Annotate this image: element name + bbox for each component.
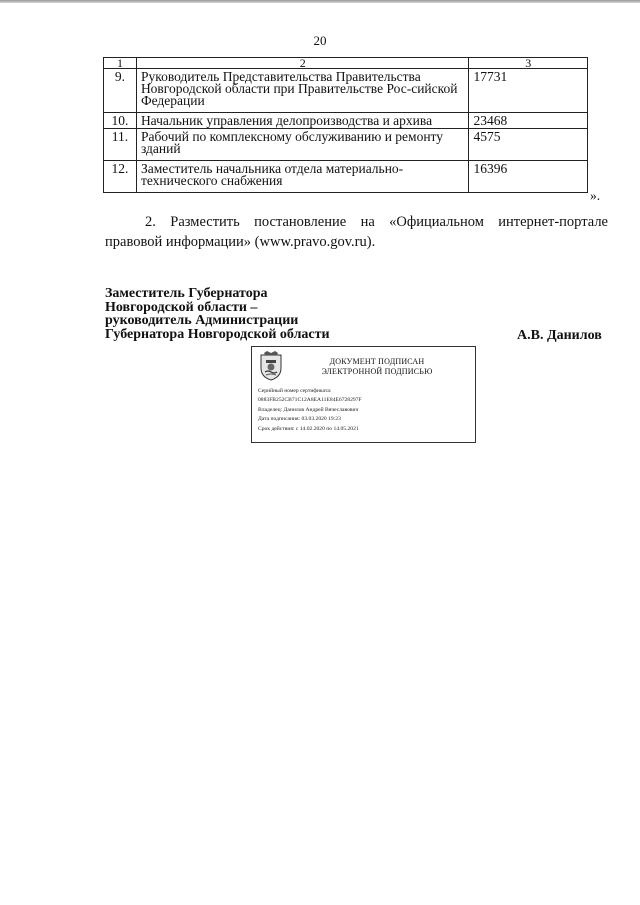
publication-paragraph: 2. Разместить постановление на «Официальном интернет-портале правовой информации» (www.pravo.gov.ru). bbox=[105, 214, 608, 250]
cert-label: Серийный номер сертификата: bbox=[258, 388, 332, 394]
esign-title-line: ЭЛЕКТРОННОЙ ПОДПИСЬЮ bbox=[321, 367, 433, 376]
table-header-row bbox=[104, 58, 588, 69]
row-number: 9. bbox=[104, 69, 137, 113]
position-value: 17731 bbox=[469, 69, 588, 113]
table-row bbox=[104, 161, 588, 193]
table-header-cell: 3 bbox=[469, 58, 588, 69]
sign-date: Дата подписания: 03.03.2020 19:23 bbox=[258, 416, 341, 423]
table-header-cell: 2 bbox=[136, 58, 469, 69]
position-value: 16396 bbox=[469, 161, 588, 193]
positions-table bbox=[103, 57, 588, 193]
cert-owner: Владелец: Данилов Андрей Вячеславович bbox=[258, 406, 359, 413]
coat-of-arms-icon bbox=[258, 351, 284, 381]
scan-edge bbox=[0, 0, 640, 3]
electronic-signature-stamp bbox=[251, 346, 476, 443]
signer-name: А.В. Данилов bbox=[517, 328, 602, 343]
position-name: Руководитель Представительства Правительства Новгородской области при Правительстве Рос-сийской Федерации bbox=[136, 69, 469, 113]
position-name: Рабочий по комплексному обслуживанию и ремонту зданий bbox=[136, 129, 469, 161]
signer-position-line: Губернатора Новгородской области bbox=[105, 326, 330, 342]
cert-validity: Срок действия: с 14.02.2020 по 14.05.2021 bbox=[258, 425, 359, 432]
table-header-cell: 1 bbox=[104, 58, 137, 69]
signer-position-line: руководитель Администрации bbox=[105, 313, 299, 328]
closing-quote: ». bbox=[590, 188, 601, 203]
page-number: 20 bbox=[313, 33, 327, 48]
esign-title-line: ДОКУМЕНТ ПОДПИСАН bbox=[329, 357, 425, 366]
row-number: 11. bbox=[104, 129, 137, 161]
row-number: 12. bbox=[104, 161, 137, 193]
table-row bbox=[104, 113, 588, 129]
signer-position bbox=[105, 287, 330, 341]
position-name: Начальник управления делопроизводства и архива bbox=[136, 113, 469, 129]
signer-position-line: Новгородской области – bbox=[105, 299, 258, 315]
cert-serial: 0883FB252CB71C12A8EA11E84E6728297F bbox=[258, 397, 362, 404]
position-value: 23468 bbox=[469, 113, 588, 129]
esign-title bbox=[292, 357, 462, 377]
table-row bbox=[104, 69, 588, 113]
position-name: Заместитель начальника отдела материально-технического снабжения bbox=[136, 161, 469, 193]
signer-position-line: Заместитель Губернатора bbox=[105, 286, 268, 301]
position-value: 4575 bbox=[469, 129, 588, 161]
esign-details bbox=[258, 387, 470, 434]
row-number: 10. bbox=[104, 113, 137, 129]
table-row bbox=[104, 129, 588, 161]
